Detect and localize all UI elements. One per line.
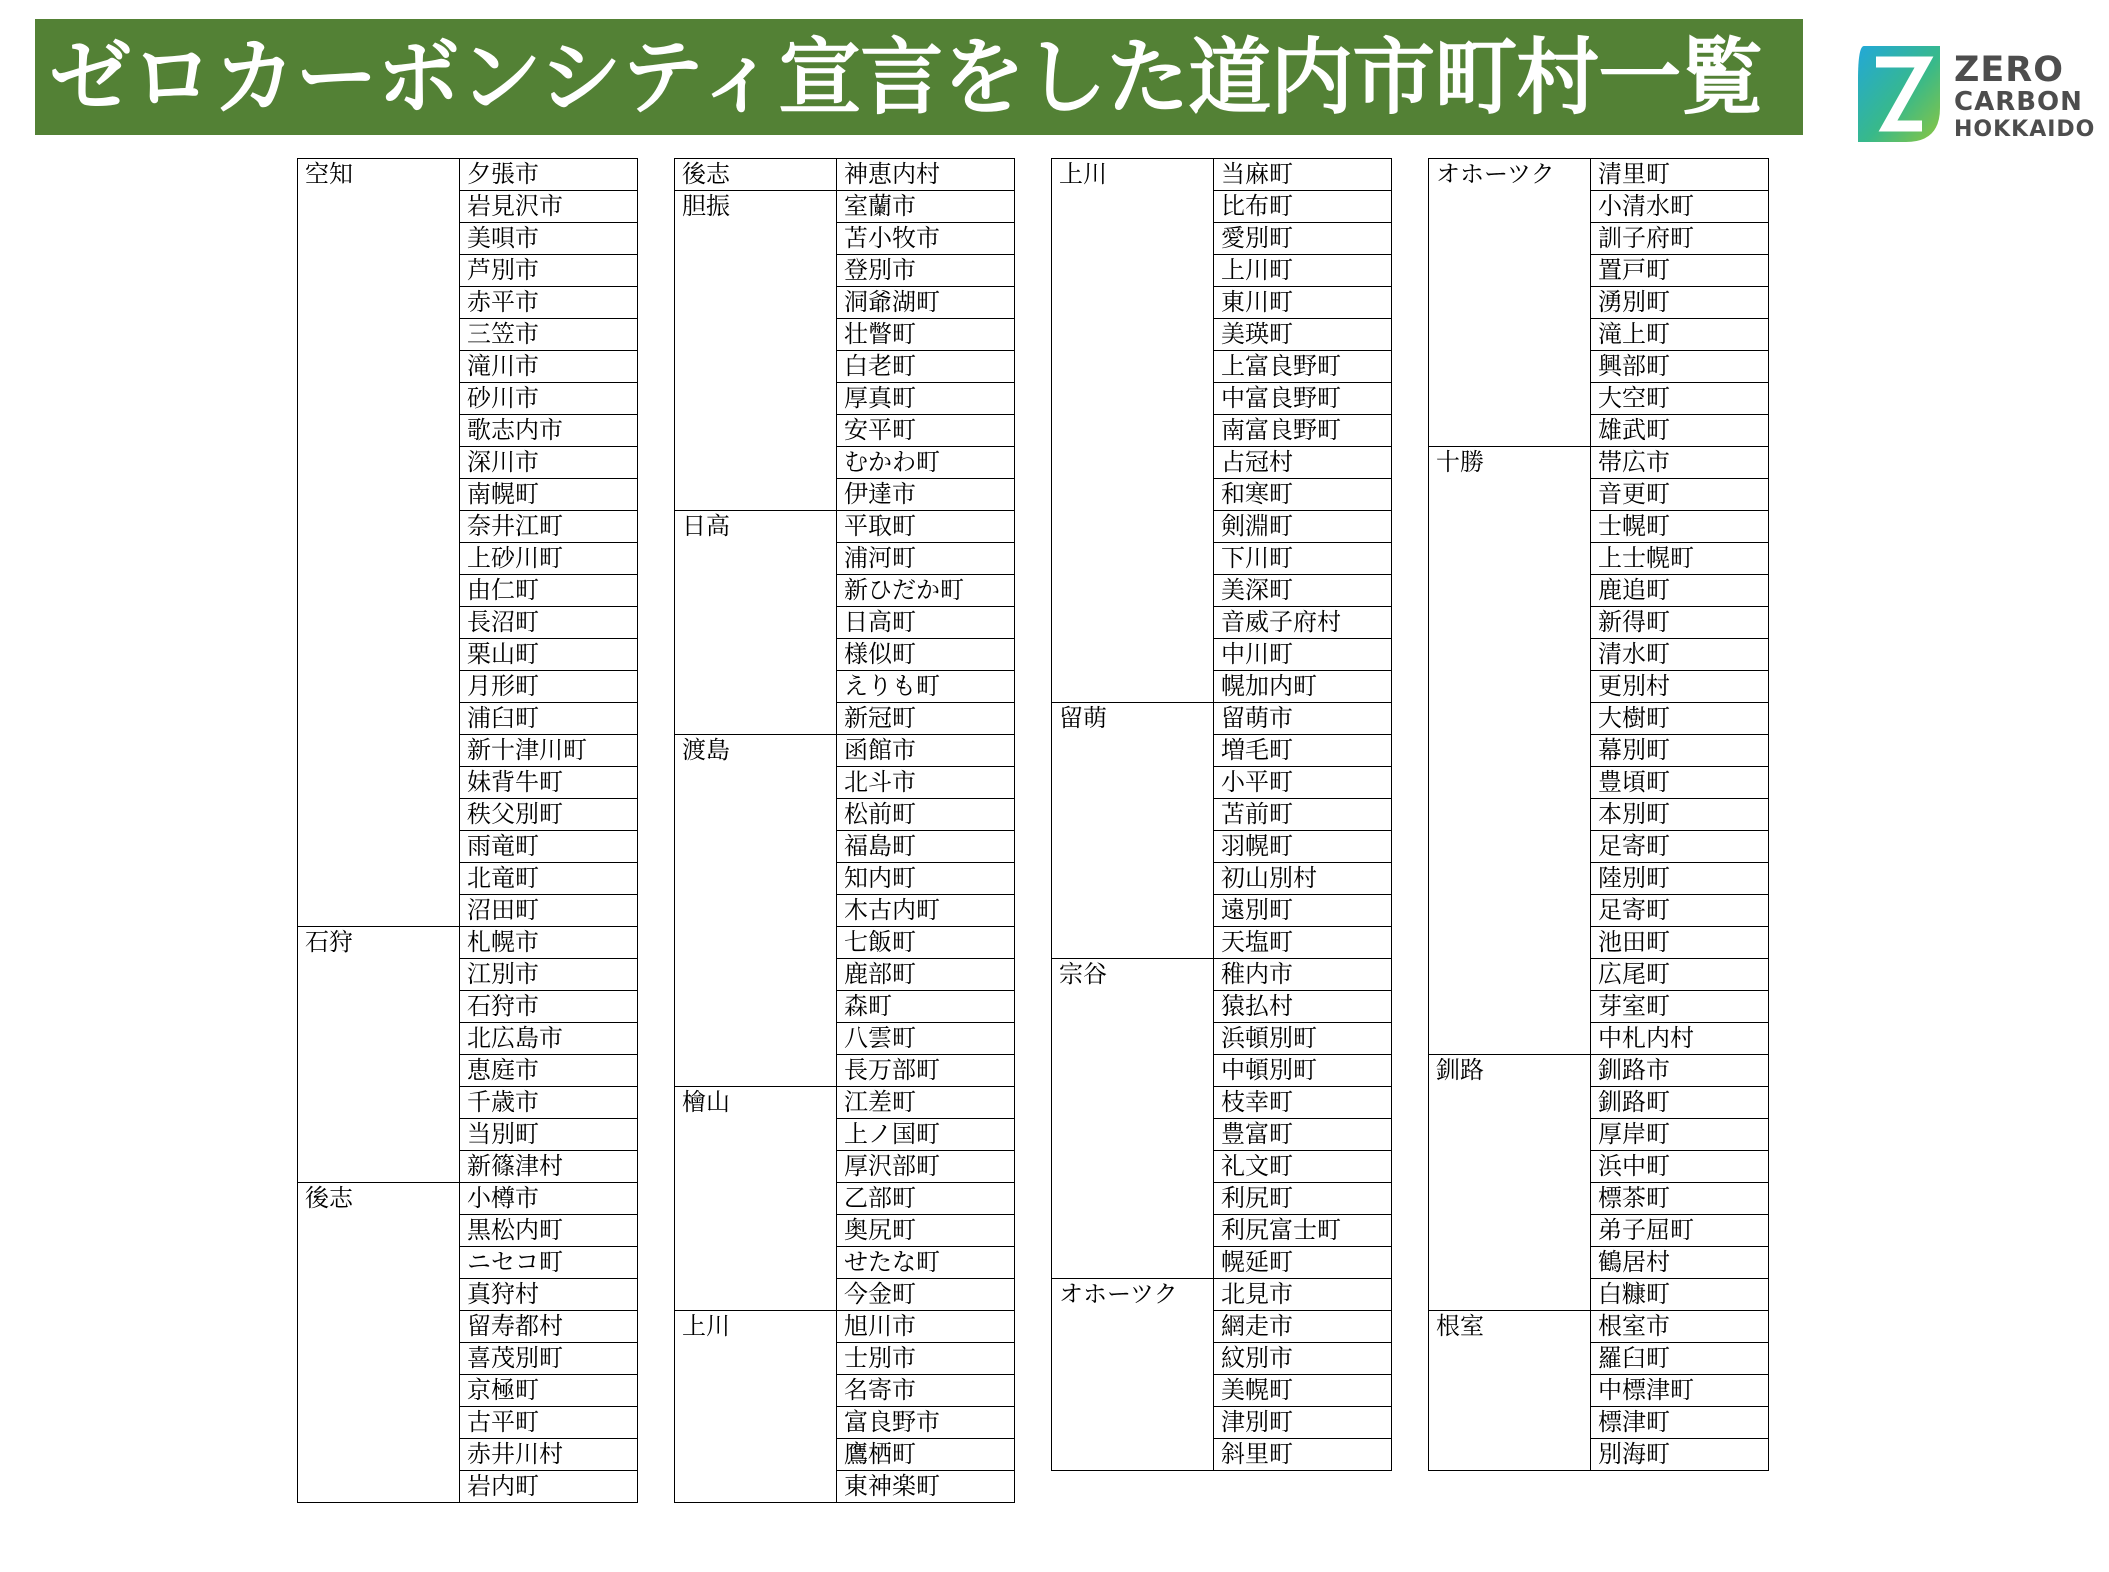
municipality-cell: 鹿追町 — [1591, 575, 1769, 607]
municipality-cell: 新得町 — [1591, 607, 1769, 639]
municipality-cell: 清水町 — [1591, 639, 1769, 671]
municipality-cell: 天塩町 — [1214, 927, 1392, 959]
municipality-cell: 湧別町 — [1591, 287, 1769, 319]
municipality-cell: 長万部町 — [837, 1055, 1015, 1087]
municipality-cell: 中富良野町 — [1214, 383, 1392, 415]
municipality-cell: 厚真町 — [837, 383, 1015, 415]
municipality-cell: 真狩村 — [460, 1279, 638, 1311]
municipality-cell: 小樽市 — [460, 1183, 638, 1215]
table-row — [298, 1183, 638, 1215]
municipality-cell: 猿払村 — [1214, 991, 1392, 1023]
municipality-cell: 釧路町 — [1591, 1087, 1769, 1119]
municipality-cell: 枝幸町 — [1214, 1087, 1392, 1119]
municipality-cell: 釧路市 — [1591, 1055, 1769, 1087]
municipality-cell: 当別町 — [460, 1119, 638, 1151]
municipality-cell: 上ノ国町 — [837, 1119, 1015, 1151]
municipality-cell: 北竜町 — [460, 863, 638, 895]
municipality-cell: 士別市 — [837, 1343, 1015, 1375]
municipality-cell: 札幌市 — [460, 927, 638, 959]
region-cell: 上川 — [1052, 159, 1214, 703]
municipality-cell: 和寒町 — [1214, 479, 1392, 511]
municipality-cell: 羽幌町 — [1214, 831, 1392, 863]
municipality-cell: 音更町 — [1591, 479, 1769, 511]
municipality-cell: 江差町 — [837, 1087, 1015, 1119]
municipality-cell: 恵庭市 — [460, 1055, 638, 1087]
region-cell: 上川 — [675, 1311, 837, 1503]
municipality-cell: 剣淵町 — [1214, 511, 1392, 543]
municipality-cell: 大空町 — [1591, 383, 1769, 415]
municipality-cell: 沼田町 — [460, 895, 638, 927]
municipality-cell: 利尻町 — [1214, 1183, 1392, 1215]
municipality-cell: 苫前町 — [1214, 799, 1392, 831]
municipality-cell: 留萌市 — [1214, 703, 1392, 735]
municipality-cell: 千歳市 — [460, 1087, 638, 1119]
region-cell: 宗谷 — [1052, 959, 1214, 1279]
municipality-cell: 礼文町 — [1214, 1151, 1392, 1183]
municipality-cell: 本別町 — [1591, 799, 1769, 831]
municipality-cell: 岩内町 — [460, 1471, 638, 1503]
municipality-cell: 増毛町 — [1214, 735, 1392, 767]
municipality-cell: 秩父別町 — [460, 799, 638, 831]
municipality-cell: 中札内村 — [1591, 1023, 1769, 1055]
municipality-cell: 利尻富士町 — [1214, 1215, 1392, 1247]
municipality-cell: 様似町 — [837, 639, 1015, 671]
municipality-cell: 富良野市 — [837, 1407, 1015, 1439]
region-cell: 渡島 — [675, 735, 837, 1087]
municipality-cell: 中標津町 — [1591, 1375, 1769, 1407]
table-row — [298, 927, 638, 959]
municipality-cell: 美瑛町 — [1214, 319, 1392, 351]
municipality-cell: 七飯町 — [837, 927, 1015, 959]
municipality-table-column-3 — [1051, 158, 1392, 1471]
municipality-cell: 大樹町 — [1591, 703, 1769, 735]
municipality-cell: 美幌町 — [1214, 1375, 1392, 1407]
zero-carbon-hokkaido-logo — [1858, 42, 2096, 147]
municipality-cell: 岩見沢市 — [460, 191, 638, 223]
municipality-cell: 標茶町 — [1591, 1183, 1769, 1215]
municipality-cell: 浦臼町 — [460, 703, 638, 735]
region-cell: オホーツク — [1052, 1279, 1214, 1471]
municipality-cell: 壮瞥町 — [837, 319, 1015, 351]
municipality-cell: 石狩市 — [460, 991, 638, 1023]
zero-carbon-logo-icon — [1858, 46, 1940, 142]
municipality-cell: 網走市 — [1214, 1311, 1392, 1343]
region-cell: 十勝 — [1429, 447, 1591, 1055]
municipality-cell: 芦別市 — [460, 255, 638, 287]
municipality-cell: 松前町 — [837, 799, 1015, 831]
municipality-cell: 雨竜町 — [460, 831, 638, 863]
logo-text-hokkaido: HOKKAIDO — [1954, 117, 2096, 142]
table-row — [675, 1311, 1015, 1343]
municipality-cell: 函館市 — [837, 735, 1015, 767]
municipality-cell: 足寄町 — [1591, 831, 1769, 863]
municipality-cell: 厚沢部町 — [837, 1151, 1015, 1183]
logo-text-zero: ZERO — [1954, 50, 2064, 90]
municipality-cell: 浦河町 — [837, 543, 1015, 575]
municipality-cell: 根室市 — [1591, 1311, 1769, 1343]
municipality-cell: 黒松内町 — [460, 1215, 638, 1247]
municipality-cell: 比布町 — [1214, 191, 1392, 223]
region-cell: 釧路 — [1429, 1055, 1591, 1311]
municipality-cell: 幌加内町 — [1214, 671, 1392, 703]
municipality-cell: 北見市 — [1214, 1279, 1392, 1311]
municipality-cell: 更別村 — [1591, 671, 1769, 703]
table-row — [1429, 1055, 1769, 1087]
table-row — [1052, 959, 1392, 991]
municipality-cell: 浜中町 — [1591, 1151, 1769, 1183]
municipality-table-column-2 — [674, 158, 1015, 1503]
municipality-table-column-1 — [297, 158, 638, 1503]
page-title: ゼロカーボンシティ宣言をした道内市町村一覧 — [49, 28, 1763, 126]
municipality-cell: 八雲町 — [837, 1023, 1015, 1055]
municipality-cell: 白老町 — [837, 351, 1015, 383]
region-cell: 根室 — [1429, 1311, 1591, 1471]
municipality-cell: 芽室町 — [1591, 991, 1769, 1023]
municipality-cell: 乙部町 — [837, 1183, 1015, 1215]
municipality-cell: 津別町 — [1214, 1407, 1392, 1439]
municipality-cell: 神恵内村 — [837, 159, 1015, 191]
municipality-cell: 赤平市 — [460, 287, 638, 319]
municipality-cell: 江別市 — [460, 959, 638, 991]
municipality-cell: 帯広市 — [1591, 447, 1769, 479]
municipality-cell: 北広島市 — [460, 1023, 638, 1055]
municipality-cell: 京極町 — [460, 1375, 638, 1407]
municipality-cell: 福島町 — [837, 831, 1015, 863]
municipality-cell: 滝上町 — [1591, 319, 1769, 351]
municipality-cell: 初山別村 — [1214, 863, 1392, 895]
municipality-cell: 奥尻町 — [837, 1215, 1015, 1247]
region-cell: オホーツク — [1429, 159, 1591, 447]
municipality-cell: 別海町 — [1591, 1439, 1769, 1471]
municipality-cell: 深川市 — [460, 447, 638, 479]
municipality-cell: 留寿都村 — [460, 1311, 638, 1343]
municipality-cell: 旭川市 — [837, 1311, 1015, 1343]
municipality-cell: 三笠市 — [460, 319, 638, 351]
municipality-cell: 厚岸町 — [1591, 1119, 1769, 1151]
municipality-cell: 月形町 — [460, 671, 638, 703]
municipality-cell: 美深町 — [1214, 575, 1392, 607]
municipality-cell: 中川町 — [1214, 639, 1392, 671]
municipality-cell: 長沼町 — [460, 607, 638, 639]
municipality-cell: 古平町 — [460, 1407, 638, 1439]
municipality-cell: 南幌町 — [460, 479, 638, 511]
municipality-cell: 上川町 — [1214, 255, 1392, 287]
municipality-cell: 稚内市 — [1214, 959, 1392, 991]
table-row — [1429, 1311, 1769, 1343]
municipality-cell: 新ひだか町 — [837, 575, 1015, 607]
municipality-cell: 標津町 — [1591, 1407, 1769, 1439]
municipality-cell: 当麻町 — [1214, 159, 1392, 191]
municipality-cell: 小清水町 — [1591, 191, 1769, 223]
municipality-cell: 陸別町 — [1591, 863, 1769, 895]
municipality-cell: 安平町 — [837, 415, 1015, 447]
municipality-cell: 今金町 — [837, 1279, 1015, 1311]
municipality-cell: 豊頃町 — [1591, 767, 1769, 799]
municipality-cell: 足寄町 — [1591, 895, 1769, 927]
municipality-cell: 洞爺湖町 — [837, 287, 1015, 319]
municipality-cell: 美唄市 — [460, 223, 638, 255]
municipality-cell: 東川町 — [1214, 287, 1392, 319]
municipality-cell: 新篠津村 — [460, 1151, 638, 1183]
municipality-cell: 士幌町 — [1591, 511, 1769, 543]
table-row — [298, 159, 638, 191]
municipality-cell: 遠別町 — [1214, 895, 1392, 927]
municipality-cell: 浜頓別町 — [1214, 1023, 1392, 1055]
municipality-cell: 室蘭市 — [837, 191, 1015, 223]
municipality-cell: 斜里町 — [1214, 1439, 1392, 1471]
municipality-cell: 鶴居村 — [1591, 1247, 1769, 1279]
municipality-cell: 清里町 — [1591, 159, 1769, 191]
region-cell: 日高 — [675, 511, 837, 735]
municipality-cell: 新冠町 — [837, 703, 1015, 735]
municipality-cell: 森町 — [837, 991, 1015, 1023]
municipality-cell: 鹿部町 — [837, 959, 1015, 991]
municipality-cell: 登別市 — [837, 255, 1015, 287]
municipality-cell: 音威子府村 — [1214, 607, 1392, 639]
municipality-cell: 小平町 — [1214, 767, 1392, 799]
table-row — [675, 191, 1015, 223]
municipality-cell: 羅臼町 — [1591, 1343, 1769, 1375]
municipality-cell: 喜茂別町 — [460, 1343, 638, 1375]
municipality-cell: せたな町 — [837, 1247, 1015, 1279]
municipality-cell: むかわ町 — [837, 447, 1015, 479]
region-cell: 空知 — [298, 159, 460, 927]
municipality-cell: 新十津川町 — [460, 735, 638, 767]
municipality-cell: 平取町 — [837, 511, 1015, 543]
title-banner — [35, 19, 1803, 135]
table-row — [675, 735, 1015, 767]
table-row — [1052, 159, 1392, 191]
municipality-cell: 滝川市 — [460, 351, 638, 383]
municipality-cell: 雄武町 — [1591, 415, 1769, 447]
municipality-cell: 上富良野町 — [1214, 351, 1392, 383]
table-row — [1052, 703, 1392, 735]
municipality-cell: 由仁町 — [460, 575, 638, 607]
municipality-cell: 幕別町 — [1591, 735, 1769, 767]
municipality-cell: 占冠村 — [1214, 447, 1392, 479]
municipality-table-column-4 — [1428, 158, 1769, 1471]
municipality-cell: 砂川市 — [460, 383, 638, 415]
municipality-cell: 東神楽町 — [837, 1471, 1015, 1503]
table-row — [1052, 1279, 1392, 1311]
municipality-cell: 木古内町 — [837, 895, 1015, 927]
municipality-cell: 置戸町 — [1591, 255, 1769, 287]
municipality-cell: 上士幌町 — [1591, 543, 1769, 575]
municipality-cell: 愛別町 — [1214, 223, 1392, 255]
municipality-cell: ニセコ町 — [460, 1247, 638, 1279]
municipality-cell: 広尾町 — [1591, 959, 1769, 991]
municipality-cell: 夕張市 — [460, 159, 638, 191]
municipality-cell: 栗山町 — [460, 639, 638, 671]
table-row — [675, 511, 1015, 543]
municipality-cell: 歌志内市 — [460, 415, 638, 447]
municipality-cell: 下川町 — [1214, 543, 1392, 575]
municipality-cell: 中頓別町 — [1214, 1055, 1392, 1087]
municipality-cell: 名寄市 — [837, 1375, 1015, 1407]
municipality-cell: 赤井川村 — [460, 1439, 638, 1471]
municipality-cell: 苫小牧市 — [837, 223, 1015, 255]
municipality-cell: 伊達市 — [837, 479, 1015, 511]
municipality-cell: 訓子府町 — [1591, 223, 1769, 255]
municipality-cell: 豊富町 — [1214, 1119, 1392, 1151]
municipality-cell: 幌延町 — [1214, 1247, 1392, 1279]
municipality-cell: 日高町 — [837, 607, 1015, 639]
table-row — [675, 159, 1015, 191]
region-cell: 檜山 — [675, 1087, 837, 1311]
municipality-cell: 鷹栖町 — [837, 1439, 1015, 1471]
municipality-cell: 北斗市 — [837, 767, 1015, 799]
logo-text-carbon: CARBON — [1954, 87, 2083, 117]
municipality-cell: 妹背牛町 — [460, 767, 638, 799]
municipality-cell: 紋別市 — [1214, 1343, 1392, 1375]
municipality-cell: 上砂川町 — [460, 543, 638, 575]
municipality-cell: 南富良野町 — [1214, 415, 1392, 447]
municipality-cell: 白糠町 — [1591, 1279, 1769, 1311]
municipality-cell: 興部町 — [1591, 351, 1769, 383]
region-cell: 胆振 — [675, 191, 837, 511]
municipality-cell: 知内町 — [837, 863, 1015, 895]
region-cell: 後志 — [675, 159, 837, 191]
municipality-cell: 弟子屈町 — [1591, 1215, 1769, 1247]
table-row — [675, 1087, 1015, 1119]
region-cell: 留萌 — [1052, 703, 1214, 959]
table-row — [1429, 447, 1769, 479]
region-cell: 後志 — [298, 1183, 460, 1503]
municipality-cell: 奈井江町 — [460, 511, 638, 543]
municipality-cell: えりも町 — [837, 671, 1015, 703]
municipality-cell: 池田町 — [1591, 927, 1769, 959]
table-row — [1429, 159, 1769, 191]
region-cell: 石狩 — [298, 927, 460, 1183]
